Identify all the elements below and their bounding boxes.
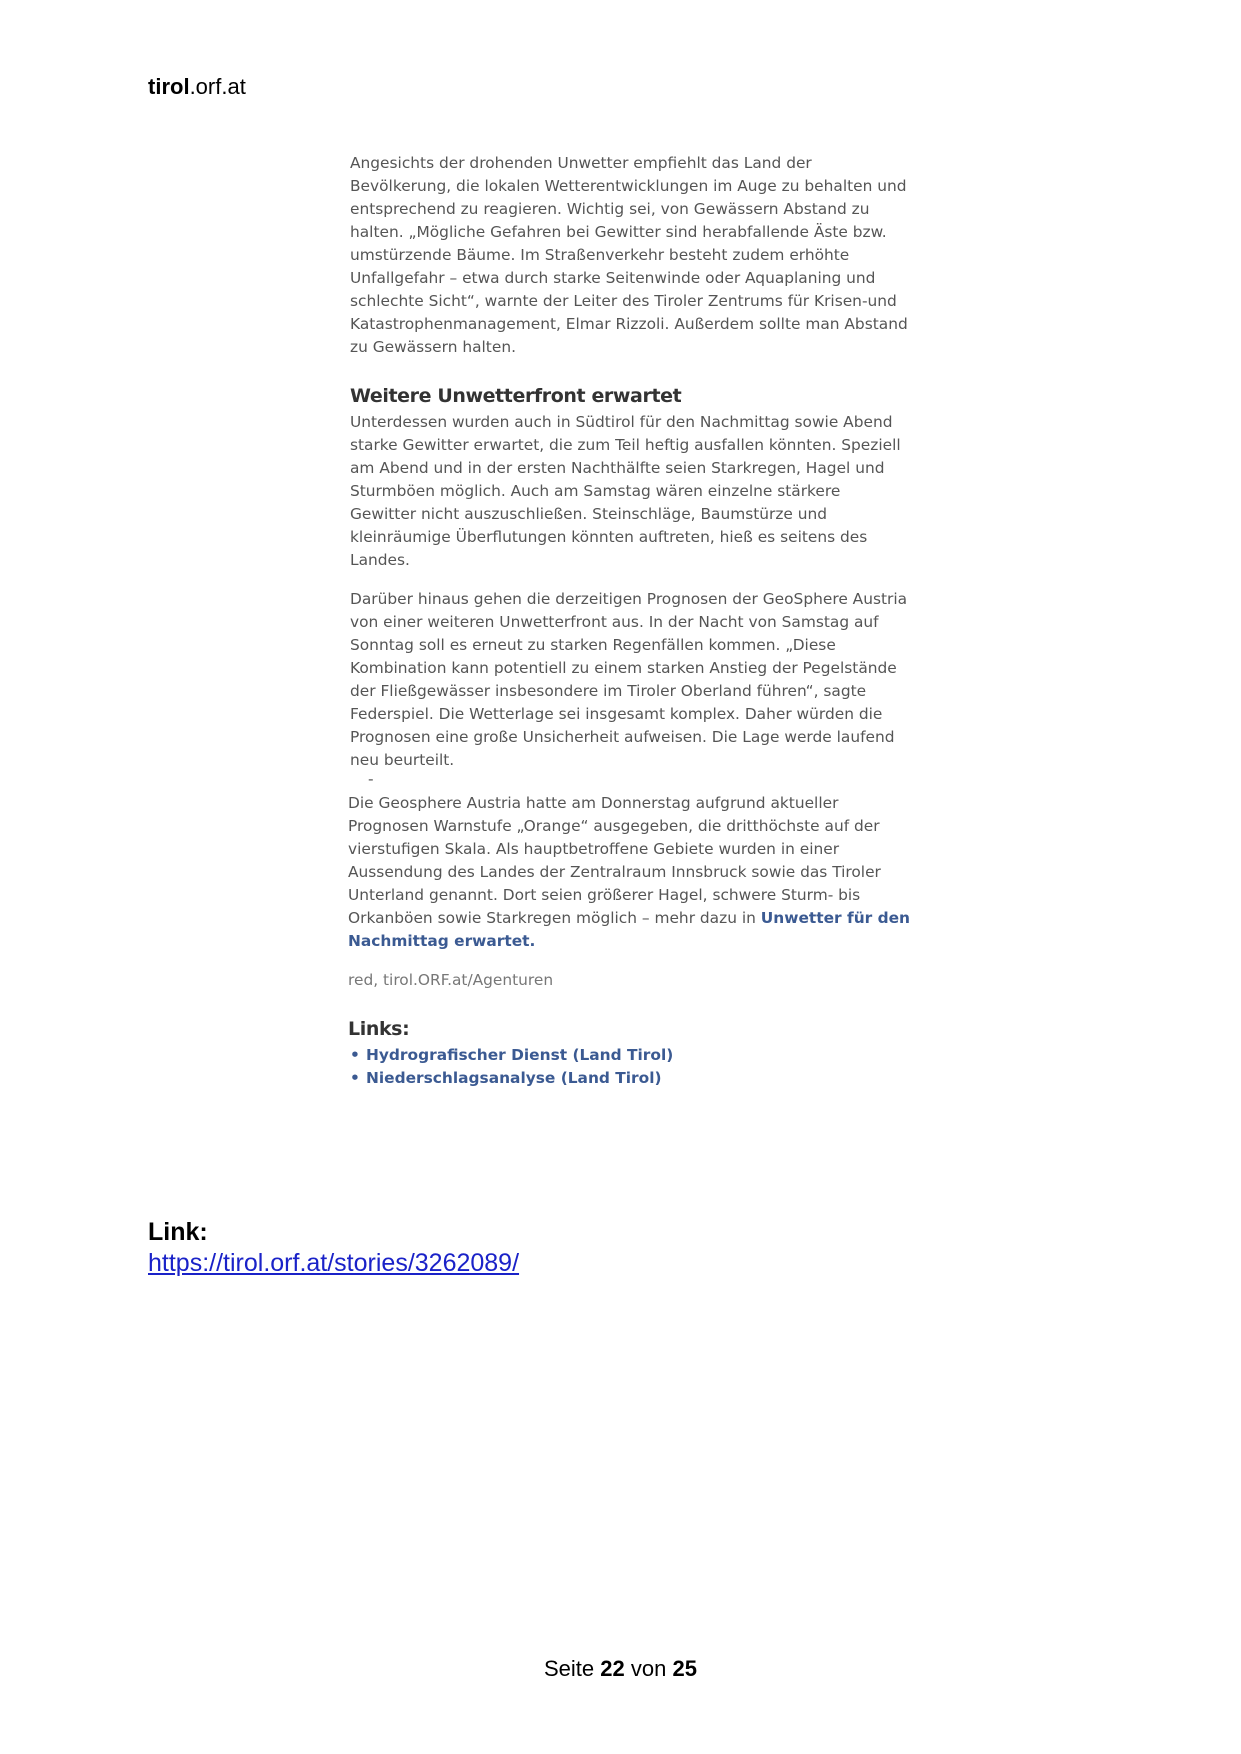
brand-rest: .orf.at <box>189 74 246 99</box>
footer-prefix: Seite <box>544 1656 595 1681</box>
article-paragraph-4 <box>348 792 910 953</box>
dash-separator: - <box>368 770 374 788</box>
story-url-link[interactable]: https://tirol.orf.at/stories/3262089/ <box>148 1249 520 1277</box>
bullet-icon: • <box>350 1046 360 1064</box>
link-label: Link: <box>148 1218 208 1246</box>
header-brand <box>148 74 246 100</box>
list-item[interactable] <box>350 1044 910 1067</box>
bullet-icon: • <box>350 1069 360 1087</box>
paragraph-4-text: Die Geosphere Austria hatte am Donnerstag aufgrund aktueller Prognosen Warnstufe „Orange“ ausgegeben, die dritthöchste auf der vierstufigen Skala. Als hauptbetroffene Gebiete wurden in einer Aussendung des Landes der Zentralraum Innsbruck sowie das Tiroler Unterland genannt. Dort seien größerer Hagel, schwere Sturm- bis Orkanböen sowie Starkregen möglich – mehr dazu in <box>348 794 881 927</box>
page-footer <box>0 1656 1241 1682</box>
links-heading: Links: <box>348 1018 410 1040</box>
link-section <box>148 1217 519 1279</box>
link-hydrografischer-dienst[interactable]: Hydrografischer Dienst (Land Tirol) <box>366 1046 674 1064</box>
article-excerpt <box>350 152 910 1090</box>
brand-bold: tirol <box>148 74 190 99</box>
links-list <box>350 1044 910 1090</box>
article-source: red, tirol.ORF.at/Agenturen <box>348 971 554 989</box>
article-paragraph-2: Unterdessen wurden auch in Südtirol für den Nachmittag sowie Abend starke Gewitter erwartet, die zum Teil heftig ausfallen könnten. Speziell am Abend und in der ersten Nachthälfte seien Starkregen, Hagel und Sturmböen möglich. Auch am Samstag wären einzelne stärkere Gewitter nicht auszuschließen. Steinschläge, Baumstürze und kleinräumige Überflutungen könnten auftreten, hieß es seitens des Landes. <box>350 413 901 569</box>
unwetter-article-link[interactable]: Unwetter für den Nachmittag erwartet. <box>348 909 911 950</box>
list-item[interactable] <box>350 1067 910 1090</box>
footer-middle: von <box>630 1656 667 1681</box>
article-heading: Weitere Unwetterfront erwartet <box>350 385 682 407</box>
footer-total-pages: 25 <box>672 1656 697 1681</box>
article-paragraph-1: Angesichts der drohenden Unwetter empfiehlt das Land der Bevölkerung, die lokalen Wetterentwicklungen im Auge zu behalten und entsprechend zu reagieren. Wichtig sei, von Gewässern Abstand zu halten. „Mögliche Gefahren bei Gewitter sind herabfallende Äste bzw. umstürzende Bäume. Im Straßenverkehr besteht zudem erhöhte Unfallgefahr – etwa durch starke Seitenwinde oder Aquaplaning und schlechte Sicht“, warnte der Leiter des Tiroler Zentrums für Krisen-und Katastrophenmanagement, Elmar Rizzoli. Außerdem sollte man Abstand zu Gewässern halten. <box>350 154 908 356</box>
footer-page-number: 22 <box>600 1656 625 1681</box>
link-niederschlagsanalyse[interactable]: Niederschlagsanalyse (Land Tirol) <box>366 1069 662 1087</box>
article-paragraph-3: Darüber hinaus gehen die derzeitigen Prognosen der GeoSphere Austria von einer weiteren Unwetterfront aus. In der Nacht von Samstag auf Sonntag soll es erneut zu starken Regenfällen kommen. „Diese Kombination kann potentiell zu einem starken Anstieg der Pegelstände der Fließgewässer insbesondere im Tiroler Oberland führen“, sagte Federspiel. Die Wetterlage sei insgesamt komplex. Daher würden die Prognosen eine große Unsicherheit aufweisen. Die Lage werde laufend neu beurteilt. <box>350 590 908 769</box>
